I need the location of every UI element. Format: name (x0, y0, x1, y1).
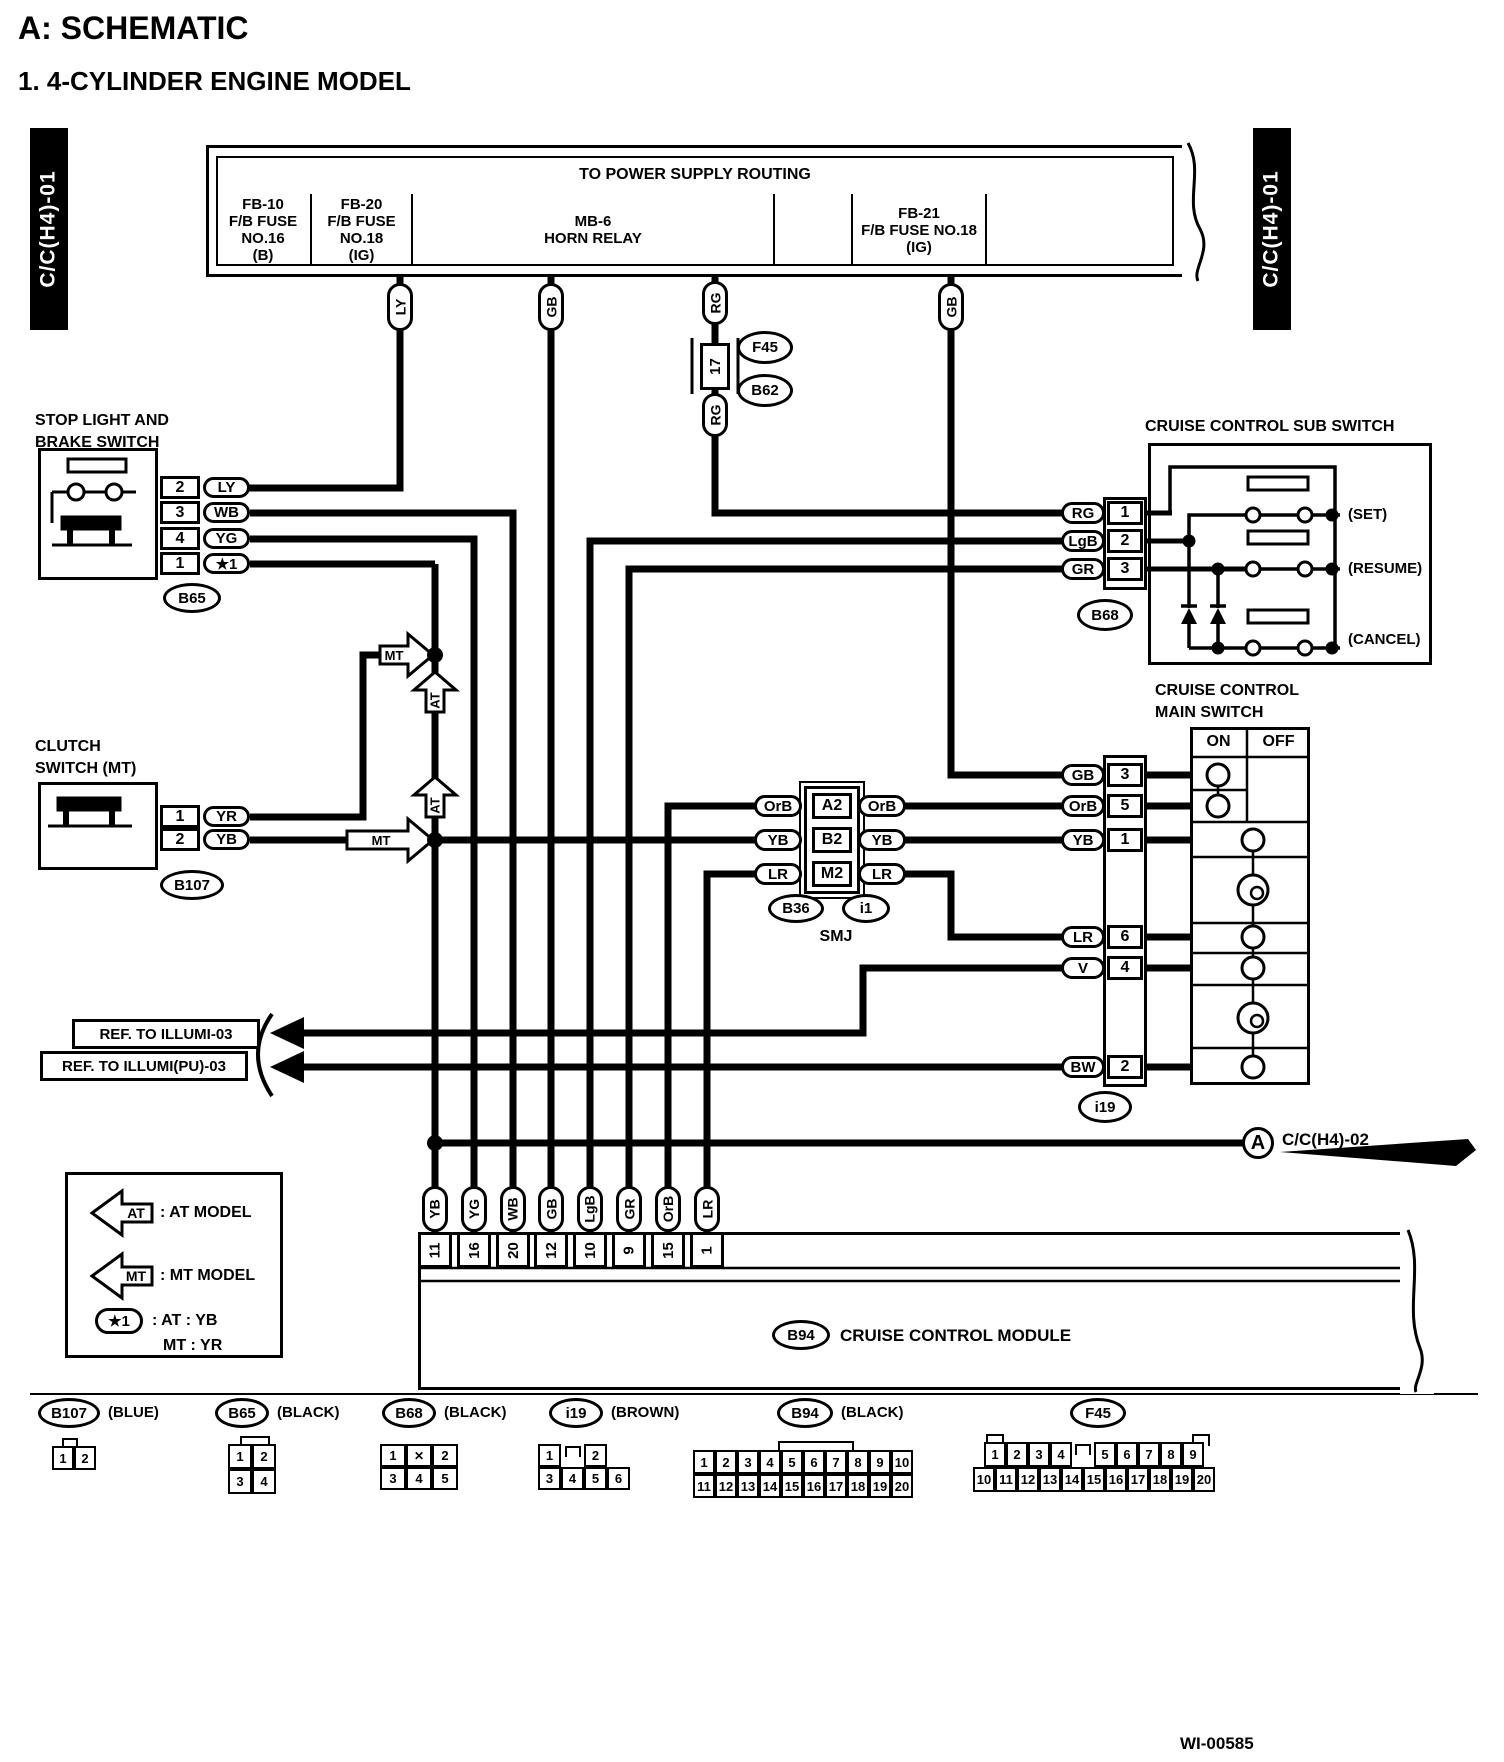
wire-pill-orb-main: OrB (1061, 795, 1105, 817)
power-cell-line: F/B FUSE NO.16 (228, 213, 298, 247)
pin-number: 11 (426, 1242, 444, 1258)
wire-pill-yb-smj-left: YB (754, 829, 802, 851)
main-pin-3: 3 (1107, 763, 1143, 787)
legend-color-b107: (BLUE) (108, 1404, 159, 1421)
ref-label: B68 (395, 1404, 423, 1422)
power-cell-mb6 (413, 194, 775, 266)
connector-pin-cell: 6 (803, 1450, 825, 1474)
legend-box (65, 1172, 283, 1358)
power-cell-fb21 (853, 194, 987, 266)
wire-pill-rg-below-fuse (702, 393, 728, 437)
connector-pin-cell: 13 (1039, 1467, 1061, 1492)
wire-pill-gr-strip (616, 1186, 642, 1232)
wire-label: LY (391, 298, 408, 316)
connector-key-tab (1075, 1444, 1091, 1455)
connector-pin-cell: 1 (693, 1450, 715, 1474)
wire-pill-ly-top (387, 283, 413, 331)
wire-pill-gb-top1 (538, 283, 564, 331)
legend-color-b68: (BLACK) (444, 1404, 507, 1421)
wire-pill-lgb-strip (577, 1186, 603, 1232)
connector-ref-b65 (163, 583, 221, 613)
wire-pill-v-main: V (1061, 957, 1105, 979)
wire-pill-gr-sub: GR (1061, 558, 1105, 580)
connector-pin-cell: 3 (228, 1469, 252, 1494)
power-cell-line: MB-6 (574, 213, 612, 230)
connector-pin-cell: 1 (538, 1444, 561, 1467)
module-name: CRUISE CONTROL MODULE (840, 1326, 1072, 1345)
ref-label: i1 (859, 900, 873, 917)
at-arrow-label-upper (424, 688, 446, 712)
brake-switch-label1: STOP LIGHT AND (35, 412, 169, 429)
legend-ref-b65 (215, 1398, 269, 1428)
page-subtitle: 1. 4-CYLINDER ENGINE MODEL (18, 66, 411, 96)
power-cell-line: FB-21 (898, 204, 940, 222)
ref-label: B65 (178, 589, 206, 607)
wire-pill-lr-smj-left: LR (754, 863, 802, 885)
connector-pin-cell: 19 (1171, 1467, 1193, 1492)
smj-label: SMJ (819, 928, 853, 945)
connector-pin-cell: 3 (380, 1467, 406, 1490)
connector-pin-cell: 5 (781, 1450, 803, 1474)
connector-pin-cell: 1 (228, 1444, 252, 1469)
wires (247, 275, 1244, 1232)
legend-ref-i19 (549, 1398, 603, 1428)
pin-number: 10 (581, 1241, 599, 1259)
connector-ref-b94 (772, 1320, 830, 1350)
ref-label: B62 (751, 382, 779, 399)
power-cell-line: FB-20 (340, 196, 383, 213)
module-pin-9 (612, 1232, 646, 1268)
power-cell-line: (B) (252, 247, 274, 264)
legend-color-i19: (BROWN) (611, 1404, 680, 1421)
wire-label: LgB (582, 1195, 598, 1223)
wire-label: WB (505, 1197, 522, 1221)
brake-pin-4: 4 (160, 527, 200, 550)
wire-pill-orb-smj-left: OrB (754, 795, 802, 817)
power-cell-fb10 (216, 194, 312, 266)
connector-pin-cell: 3 (538, 1467, 561, 1490)
connector-pin-cell: 14 (759, 1474, 781, 1498)
side-tab-right-label: C/C(H4)-01 (1260, 170, 1284, 288)
power-cell-line: HORN RELAY (544, 230, 642, 247)
connector-ref-i1 (842, 894, 890, 923)
clutch-pin-2: 2 (160, 828, 200, 851)
power-cell-line: F/B FUSE NO.18 (861, 221, 977, 239)
main-pin-1: 1 (1107, 828, 1143, 852)
legend-color-b65: (BLACK) (277, 1404, 340, 1421)
connector-ref-b62 (737, 374, 793, 407)
connector-pin-cell: 2 (584, 1444, 607, 1467)
connector-pin-cell (1072, 1442, 1094, 1467)
legend-ref-b94 (777, 1398, 833, 1428)
main-switch-on-header: ON (1206, 733, 1231, 750)
mt-arrow-label-upper: MT (384, 647, 404, 663)
main-pin-4: 4 (1107, 956, 1143, 980)
legend-ref-b107 (38, 1398, 100, 1428)
main-switch-off-header: OFF (1262, 733, 1295, 750)
ref-label: B65 (228, 1404, 256, 1422)
wire-label: GB (543, 1198, 559, 1220)
connector-pin-cell: 5 (584, 1467, 607, 1490)
wire-pill-bw-main: BW (1061, 1056, 1105, 1078)
connector-pin-cell: 3 (1028, 1442, 1050, 1467)
wire-pill-yb-clutch: YB (203, 829, 250, 850)
pin-number: 20 (504, 1241, 522, 1259)
pin-number: 15 (659, 1241, 677, 1259)
wire-pill-yg: YG (203, 528, 250, 549)
connector-pin-cell: 6 (1116, 1442, 1138, 1467)
connector-ref-b36 (768, 894, 824, 923)
legend-mt-desc: : MT MODEL (160, 1267, 256, 1284)
wire-pill-wb-strip (500, 1186, 526, 1232)
wire-label: LR (698, 1199, 715, 1219)
power-routing-title: TO POWER SUPPLY ROUTING (579, 166, 811, 183)
wire-pill-wb: WB (203, 502, 250, 523)
wire-pill-rg-top (702, 281, 728, 325)
power-cell-fb20 (312, 194, 413, 266)
sub-pin-3: 3 (1107, 557, 1143, 581)
connector-pin-cell: 7 (825, 1450, 847, 1474)
brake-pin-1: 1 (160, 552, 200, 575)
pin-number: 16 (465, 1241, 483, 1259)
smj-pin-b2: B2 (812, 827, 852, 853)
ref-label: B107 (51, 1404, 87, 1422)
connector-pin-cell: 11 (693, 1474, 715, 1498)
connector-pin-cell: 17 (825, 1474, 847, 1498)
wire-pill-gb-top2 (938, 283, 964, 331)
connector-pin-cell: 1 (984, 1442, 1006, 1467)
smj-pin-m2: M2 (812, 861, 852, 887)
brake-switch-box (38, 448, 158, 580)
legend-color-b94: (BLACK) (841, 1404, 904, 1421)
wire-pill-lr-main: LR (1061, 926, 1105, 948)
connector-pin-cell: 12 (1017, 1467, 1039, 1492)
connector-pin-cell: 8 (1160, 1442, 1182, 1467)
power-cell-empty1 (775, 194, 853, 266)
connector-pin-cell: 2 (252, 1444, 276, 1469)
connector-pin-cell: 7 (1138, 1442, 1160, 1467)
connector-pin-cell: 12 (715, 1474, 737, 1498)
wire-pill-orb-smj-right: OrB (858, 795, 906, 817)
wire-label: OrB (660, 1195, 677, 1223)
ref-label: B36 (782, 900, 810, 917)
connector-pin-cell: 6 (607, 1467, 630, 1490)
ref-arc (258, 1014, 272, 1096)
connector-pin-cell (561, 1444, 584, 1467)
fuse-number: 17 (706, 358, 724, 375)
connector-pin-cell: 17 (1127, 1467, 1149, 1492)
ref-label: F45 (752, 339, 778, 356)
connector-pin-cell: 4 (561, 1467, 584, 1490)
power-cell-line: FB-10 (242, 196, 284, 213)
at-label: AT (427, 796, 443, 814)
connector-pin-cell: 13 (737, 1474, 759, 1498)
smj-pin-a2: A2 (812, 793, 852, 819)
main-pin-6: 6 (1107, 925, 1143, 949)
legend-star-desc2: MT : YR (163, 1337, 223, 1354)
wire-pill-yb-smj-right: YB (858, 829, 906, 851)
connector-pin-cell: 4 (759, 1450, 781, 1474)
ref-label: B94 (787, 1326, 815, 1344)
sub-switch-set-label: (SET) (1348, 506, 1388, 523)
brake-switch-label2: BRAKE SWITCH (35, 434, 160, 451)
clutch-switch-label1: CLUTCH (35, 738, 101, 755)
wire-pill-ly: LY (203, 477, 250, 498)
clutch-switch-box (38, 782, 158, 870)
power-cell-line: (IG) (906, 238, 932, 256)
clutch-switch-label2: SWITCH (MT) (35, 760, 137, 777)
wire-pill-gb-main: GB (1061, 764, 1105, 786)
connector-ref-i19 (1078, 1091, 1132, 1123)
legend-mt-arrow-label: MT (125, 1268, 147, 1284)
wire-pill-yg-strip (461, 1186, 487, 1232)
sub-pin-1: 1 (1107, 501, 1143, 525)
connector-pin-cell: 4 (252, 1469, 276, 1494)
power-cell-line: (IG) (348, 247, 375, 264)
torn-edge-power (1182, 141, 1216, 283)
wire-pill-lr-strip (694, 1186, 720, 1232)
wire-pill-star1: ★1 (203, 553, 250, 574)
legend-at-arrow-label: AT (127, 1205, 145, 1221)
connector-pin-cell: 15 (1083, 1467, 1105, 1492)
main-switch-box (1190, 727, 1310, 1085)
connector-pin-cell: 3 (737, 1450, 759, 1474)
connector-pin-cell: 14 (1061, 1467, 1083, 1492)
connector-pin-cell: 16 (1105, 1467, 1127, 1492)
module-pin-12 (534, 1232, 568, 1268)
connector-pin-cell: 1 (52, 1446, 74, 1470)
module-pin-15 (651, 1232, 685, 1268)
page-title: A: SCHEMATIC (18, 10, 249, 46)
wire-pill-gb-strip (538, 1186, 564, 1232)
pin-number: 1 (698, 1245, 716, 1255)
fuse-number-box (700, 343, 730, 390)
sub-switch-title: CRUISE CONTROL SUB SWITCH (1145, 418, 1395, 435)
module-pin-10 (573, 1232, 607, 1268)
connector-pin-cell: 1 (380, 1444, 406, 1467)
brake-pin-2: 2 (160, 476, 200, 499)
connector-ref-b107 (160, 870, 224, 900)
torn-edge-module (1400, 1228, 1434, 1394)
connector-pin-cell: 4 (1050, 1442, 1072, 1467)
wire-label: GB (543, 296, 559, 318)
legend-ref-b68 (382, 1398, 436, 1428)
doc-code: WI-00585 (1180, 1734, 1254, 1753)
connector-pin-cell: 11 (995, 1467, 1017, 1492)
module-pin-1 (690, 1232, 724, 1268)
connector-pin-cell: 10 (973, 1467, 995, 1492)
connector-pin-cell: 9 (1182, 1442, 1204, 1467)
connector-key-tab (565, 1446, 581, 1457)
connector-pin-cell: 20 (891, 1474, 913, 1498)
sub-switch-resume-label: (RESUME) (1348, 560, 1423, 577)
wire-label: RG (707, 292, 723, 314)
ref-illumi-box: REF. TO ILLUMI-03 (72, 1019, 260, 1049)
ref-label: F45 (1085, 1404, 1111, 1422)
connector-pin-cell: 8 (847, 1450, 869, 1474)
main-switch-title1: CRUISE CONTROL (1155, 682, 1299, 699)
at-arrow-label-lower (424, 793, 446, 817)
main-pin-5: 5 (1107, 794, 1143, 818)
connector-pin-cell: 15 (781, 1474, 803, 1498)
ref-label: B68 (1091, 606, 1119, 624)
wire-label: YB (426, 1199, 443, 1219)
main-switch-title2: MAIN SWITCH (1155, 704, 1264, 721)
ref-label: i19 (565, 1404, 587, 1422)
connector-pin-cell: 2 (715, 1450, 737, 1474)
legend-star-pill: ★1 (95, 1308, 143, 1334)
connector-pin-cell: 5 (432, 1467, 458, 1490)
legend-ref-f45 (1070, 1398, 1126, 1428)
legend-at-desc: : AT MODEL (160, 1204, 252, 1221)
connector-ref-f45 (737, 331, 793, 364)
ref-label: i19 (1094, 1098, 1116, 1116)
wire-pill-rg-sub: RG (1061, 502, 1105, 524)
connector-pin-cell: 18 (847, 1474, 869, 1498)
wire-label: RG (707, 404, 723, 426)
badge-label: A (1250, 1131, 1266, 1154)
wire-label: GB (943, 296, 959, 318)
clutch-pin-1: 1 (160, 805, 200, 828)
main-pin-2: 2 (1107, 1055, 1143, 1079)
sub-switch-cancel-label: (CANCEL) (1348, 631, 1421, 648)
connector-pin-cell: 2 (1006, 1442, 1028, 1467)
connector-pin-cell: 16 (803, 1474, 825, 1498)
connector-pin-cell: 20 (1193, 1467, 1215, 1492)
connector-pin-cell: 2 (74, 1446, 96, 1470)
ref-label: B107 (174, 876, 210, 894)
connector-pin-cell: 19 (869, 1474, 891, 1498)
pin-number: 9 (620, 1245, 638, 1255)
connector-ref-b68 (1077, 599, 1133, 631)
page-link-label: C/C(H4)-02 (1282, 1130, 1369, 1149)
module-pin-11 (418, 1232, 452, 1268)
module-pin-16 (457, 1232, 491, 1268)
wire-pill-lgb-sub: LgB (1061, 530, 1105, 552)
side-tab-right (1253, 128, 1291, 330)
connector-pin-cell: 10 (891, 1450, 913, 1474)
connector-pin-cell: 4 (406, 1467, 432, 1490)
at-label: AT (427, 691, 443, 709)
ref-label: B94 (791, 1404, 819, 1422)
wire-pill-yb-main: YB (1061, 829, 1105, 851)
brake-pin-3: 3 (160, 501, 200, 524)
wire-label: GR (621, 1198, 637, 1220)
sub-pin-2: 2 (1107, 529, 1143, 553)
ref-illumi-pu-box: REF. TO ILLUMI(PU)-03 (40, 1051, 248, 1081)
module-pin-20 (496, 1232, 530, 1268)
wire-pill-yr: YR (203, 806, 250, 827)
side-tab-left-label: C/C(H4)-01 (37, 170, 61, 288)
wire-label: YG (466, 1198, 483, 1220)
mt-arrow-label-lower: MT (371, 832, 391, 848)
side-tab-left (30, 128, 68, 330)
connector-pin-cell: 2 (432, 1444, 458, 1467)
connector-pin-cell: ✕ (406, 1444, 432, 1467)
connector-pin-cell: 5 (1094, 1442, 1116, 1467)
connector-pin-cell: 9 (869, 1450, 891, 1474)
wire-pill-lr-smj-right: LR (858, 863, 906, 885)
connector-pin-cell: 18 (1149, 1467, 1171, 1492)
page-link-badge (1242, 1127, 1274, 1159)
pin-number: 12 (542, 1241, 560, 1259)
legend-star-desc1: : AT : YB (152, 1312, 218, 1329)
power-cell-line: F/B FUSE NO.18 (327, 213, 396, 247)
wire-pill-orb-strip (655, 1186, 681, 1232)
wire-pill-yb-strip (422, 1186, 448, 1232)
